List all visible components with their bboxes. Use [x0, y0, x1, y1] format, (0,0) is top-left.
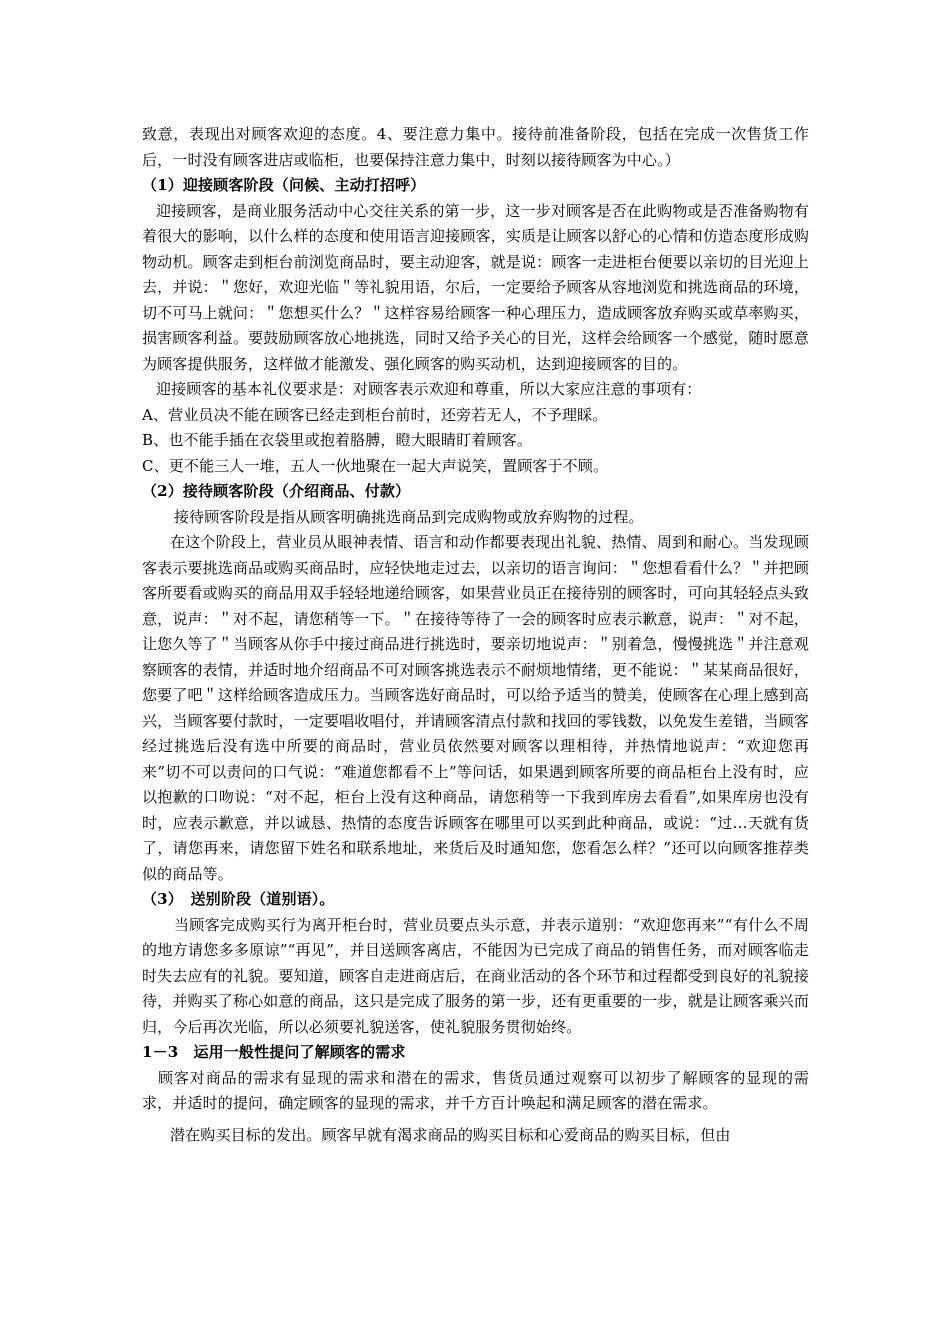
paragraph-reception: 在这个阶段上，营业员从眼神表情、语言和动作都要表现出礼貌、热情、周到和耐心。当发现顾客表示要挑选商品或购买商品时，应轻快地走过去，以亲切的语言询问：＂您想看看什么？＂并把顾客所要看或购买的商品用双手轻轻地递给顾客，如果营业员正在接待别的顾客时，可向其轻轻点头致意，说声：＂对不起，请您稍等一下。＂在接待等待了一会的顾客时应表示歉意，说声：＂对不起，让您久等了＂当顾客从你手中接过商品进行挑选时，要亲切地说声：＂别着急，慢慢挑选＂并注意观察顾客的表情，并适时地介绍商品不可对顾客挑选表示不耐烦地情绪，更不能说：＂某某商品很好，您要了吧＂这样给顾客造成压力。当顾客选好商品时，可以给予适当的赞美，使顾客在心理上感到高兴，当顾客要付款时，一定要唱收唱付，并请顾客清点付款和找回的零钱数，以免发生差错，当顾客经过挑选后没有选中所要的商品时，营业员依然要对顾客以理相待，并热情地说声：“欢迎您再来”切不可以责问的口气说：“难道您都看不上”等问话，如果遇到顾客所要的商品柜台上没有时，应以抱歉的口吻说：“对不起，柜台上没有这种商品，请您稍等一下我到库房去看看”,如果库房也没有时，应表示歉意，并以诚恳、热情的态度告诉顾客在哪里可以买到此种商品，或说：“过…天就有货了，请您再来，请您留下姓名和联系地址，来货后及时通知您，您看怎么样？”还可以向顾客推荐类似的商品等。	[142, 533, 809, 883]
list-item-a: A、营业员决不能在顾客已经走到柜台前时，还旁若无人，不予理睬。	[142, 405, 608, 424]
section-heading-welcome: （1）迎接顾客阶段（问候、主动打招呼）	[142, 176, 426, 194]
paragraph-welcome: 迎接顾客，是商业服务活动中心交往关系的第一步，这一步对顾客是否在此购物或是否准备购物有着很大的影响，以什么样的态度和使用语言迎接顾客，实质是让顾客以舒心的心情和仿造态度形成购物动机。顾客走到柜台前浏览商品时，要主动迎客，就是说：顾客一走进柜台便要以亲切的目光迎上去，并说：＂您好，欢迎光临＂等礼貌用语，尔后，一定要给予顾客从容地浏览和挑选商品的环境，切不可马上就问：＂您想买什么？＂这样容易给顾客一种心理压力，造成顾客放弃购买或草率购买，损害顾客利益。要鼓励顾客放心地挑选，同时又给予关心的目光，这样会给顾客一个感觉，随时愿意为顾客提供服务，这样做才能激发、强化顾客的购买动机，达到迎接顾客的目的。	[142, 201, 809, 373]
paragraph-welcome-etiquette: 迎接顾客的基本礼仪要求是：对顾客表示欢迎和尊重，所以大家应注意的事项有：	[156, 380, 702, 398]
paragraph-needs: 顾客对商品的需求有显现的需求和潜在的需求，售货员通过观察可以初步了解顾客的显现的需求，并适时的提问，确定顾客的显现的需求，并千方百计唤起和满足顾客的潜在需求。	[142, 1068, 809, 1112]
paragraph-continuation: 致意，表现出对顾客欢迎的态度。4、要注意力集中。接待前准备阶段，包括在完成一次售货工作后，一时没有顾客进店或临柜，也要保持注意力集中，时刻以接待顾客为中心。）	[142, 125, 809, 169]
section-heading-reception: （2）接待顾客阶段（介绍商品、付款）	[142, 482, 411, 500]
paragraph-latent-goal: 潜在购买目标的发出。顾客早就有渴求商品的购买目标和心爱商品的购买目标，但由	[170, 1125, 731, 1144]
paragraph-farewell: 当顾客完成购买行为离开柜台时，营业员要点头示意，并表示道别：“欢迎您再来”“有什么不周的地方请您多多原谅”“再见”，并目送顾客离店，不能因为已完成了商品的销售任务，而对顾客临走时失去应有的礼貌。要知道，顾客自走进商店后，在商业活动的各个环节和过程都受到良好的礼貌接待，并购买了称心如意的商品，这只是完成了服务的第一步，还有更重要的一步，就是让顾客乘兴而归，今后再次光临，所以必须要礼貌送客，使礼貌服务贯彻始终。	[142, 915, 809, 1036]
document-body	[142, 122, 809, 1148]
section-heading-farewell: （3） 送别阶段（道别语）。	[142, 890, 335, 908]
list-item-c: C、更不能三人一堆，五人一伙地聚在一起大声说笑，置顾客于不顾。	[142, 456, 609, 475]
section-heading-questions: 1－3 运用一般性提问了解顾客的需求	[142, 1043, 406, 1061]
paragraph-reception-definition: 接待顾客阶段是指从顾客明确挑选商品到完成购物或放弃购物的过程。	[174, 507, 644, 526]
list-item-b: B、也不能手插在衣袋里或抱着胳膊，瞪大眼睛盯着顾客。	[142, 431, 532, 449]
